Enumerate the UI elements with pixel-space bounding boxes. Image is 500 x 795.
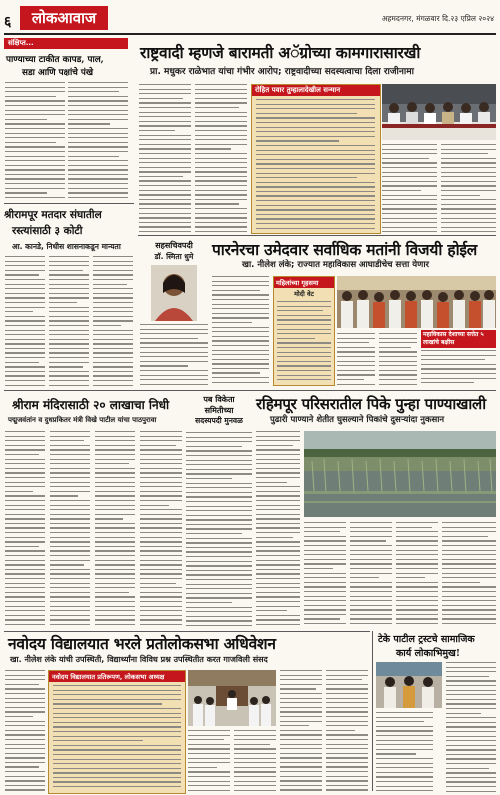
brief2-text-col1 <box>5 256 45 386</box>
brief2-text-col3 <box>93 256 133 386</box>
brief2-headline-l2: रस्त्यांसाठी ३ कोटी <box>12 225 83 237</box>
bottom-story-photo <box>188 670 276 726</box>
bottom-story-headline: नवोदय विद्यालयात भरले प्रतोलोकसभा अधिवेशन <box>8 634 276 653</box>
trust-box-title-l2: कार्य लोकाभिमुख! <box>396 648 460 659</box>
bottom-story-box-title: नवोदय विद्यालयात प्रतिरूपण, लोकसभा अध्यक्ष <box>49 671 185 682</box>
appointment-box-text <box>140 324 208 386</box>
trust-box-title-l1: टेके पाटील ट्रस्टचे सामाजिक <box>378 634 475 645</box>
bottom-story-subhead: खा. नीलेश लंके यांची उपस्थिती, विद्यार्थ्यांना विविध प्रश्न उपस्थितीत करत गाजविली संसद <box>10 655 268 664</box>
top-story-photo <box>382 84 496 140</box>
committee-box-title-l3: सदस्यपदी मुनवळ <box>195 416 243 425</box>
second-story-text-col2 <box>337 333 375 386</box>
dateline: अहमदनगर, मंगळवार दि.२३ एप्रिल २०२४ <box>381 14 494 23</box>
bottom-story-text-col2 <box>188 730 230 792</box>
top-story-box-text <box>256 99 375 229</box>
third-story-text-col3 <box>350 522 392 627</box>
trust-box-text-col2 <box>446 662 496 792</box>
committee-box-title-l2: समितीच्या <box>204 405 234 415</box>
third-story-headline: रहिमपूर परिसरातील पिके पुन्हा पाण्याखाली <box>256 395 486 413</box>
portrait-image <box>151 265 197 321</box>
brief2-text-col2 <box>49 256 89 386</box>
brief3-text-col3 <box>95 431 135 627</box>
third-story-text-col5 <box>442 522 496 627</box>
committee-box-text <box>186 432 252 627</box>
second-story-text-col3 <box>379 333 417 386</box>
brief1-headline-l2: सडा आणि पक्षांचे पंखे <box>22 68 94 78</box>
trust-event-image <box>376 662 442 708</box>
masthead-rule <box>4 33 496 35</box>
press-conference-image <box>382 84 496 140</box>
second-story-box-lead: मोदी वेट <box>294 290 314 298</box>
brief2-subhead: आ. कानडे, निधीस शासनाकडून मान्यता <box>12 242 121 251</box>
third-story-photo <box>304 431 496 517</box>
bottom-story-text-col5 <box>326 670 368 792</box>
bottom-story-text-col1 <box>5 670 45 792</box>
divider <box>138 235 496 236</box>
top-story-text-col4 <box>441 144 496 232</box>
second-story-subhead: खा. नीलेश लंके; राज्यात महाविकास आघाडीचेच सत्ता येणार <box>242 260 430 270</box>
top-story-box-title: रोहित पवार तुम्हालादेखील सन्मान <box>252 85 380 96</box>
third-story-text-col4 <box>396 522 438 627</box>
brief3-text-col4 <box>140 431 182 627</box>
top-story-text-col1 <box>139 84 191 232</box>
appointment-box-name: डॉ. स्मिता धुमे <box>154 252 194 261</box>
brief3-subhead: पद्मुजवंतांन व दुधप्रकितर मंत्री विखे पाटील यांचा पाठपुरावा <box>8 416 157 424</box>
brief1-text-col1 <box>5 82 65 199</box>
third-story-text-col2 <box>304 522 346 627</box>
bottom-story-box-text <box>53 685 181 789</box>
third-story-subhead: पुढारी पाण्याने शेतीत घुसल्याने पिकांचे दुसऱ्यांदा नुकसान <box>270 415 445 425</box>
second-story-box-title: महिलांच्या गृहसमा <box>274 277 334 288</box>
flooded-field-image <box>304 431 496 517</box>
divider <box>4 203 134 204</box>
brief3-headline: श्रीराम मंदिरासाठी २० लाखाचा निधी <box>12 398 170 412</box>
appointment-box-title: सहसचिवपदी <box>155 240 193 250</box>
committee-box-title-l1: पब विकेता <box>203 394 235 404</box>
brief3-text-col1 <box>5 431 45 627</box>
rally-crowd-image <box>337 276 496 328</box>
second-story-box-text <box>277 301 331 383</box>
second-story-headline: पारनेरचा उमेदवार सर्वाधिक मतांनी विजयी होईल <box>212 240 478 259</box>
bottom-story-box <box>48 670 186 794</box>
trust-box-text-col1 <box>376 712 433 792</box>
second-story-box2-title: महाविकास देशाच्या सत्तेत ५ लाखांचे बक्षीस <box>421 330 496 348</box>
brief2-headline-l1: श्रीरामपूर मतदार संघातील <box>4 209 102 221</box>
masthead-logo: लोकआवाज <box>20 6 108 30</box>
divider <box>372 631 373 791</box>
top-story-subhead: प्रा. मधुकर राळेभात यांचा गंभीर आरोप; राष्ट्रवादीच्या सदस्यत्वाचा दिला राजीनामा <box>150 67 414 77</box>
top-story-text-col3 <box>382 144 437 232</box>
divider <box>138 390 496 391</box>
third-story-text-col1 <box>256 431 300 627</box>
brief3-text-col2 <box>50 431 90 627</box>
second-story-text-col1 <box>212 276 269 386</box>
bottom-story-text-col4 <box>280 670 322 792</box>
sidebar-tag: संक्षिप्त... <box>4 38 128 49</box>
masthead <box>0 0 500 42</box>
page-number: ६ <box>4 14 12 30</box>
top-story-text-col2 <box>195 84 247 232</box>
second-story-box2 <box>421 330 496 386</box>
trust-box-photo <box>376 662 442 708</box>
brief1-headline-l1: पाण्याच्या टाकीत कापड, पाल, <box>6 55 104 65</box>
top-story-headline: राष्ट्रवादी म्हणजे बारामती अॅग्रोच्या कामगारासारखी <box>140 43 421 62</box>
appointment-box <box>140 240 208 386</box>
bottom-story-text-col3 <box>234 730 276 792</box>
second-story-box <box>273 276 335 386</box>
top-story-box <box>251 84 381 234</box>
second-story-photo <box>337 276 496 328</box>
second-story-box2-text <box>421 350 496 386</box>
brief1-text-col2 <box>68 82 128 199</box>
student-assembly-image <box>188 670 276 726</box>
committee-box <box>186 394 252 627</box>
